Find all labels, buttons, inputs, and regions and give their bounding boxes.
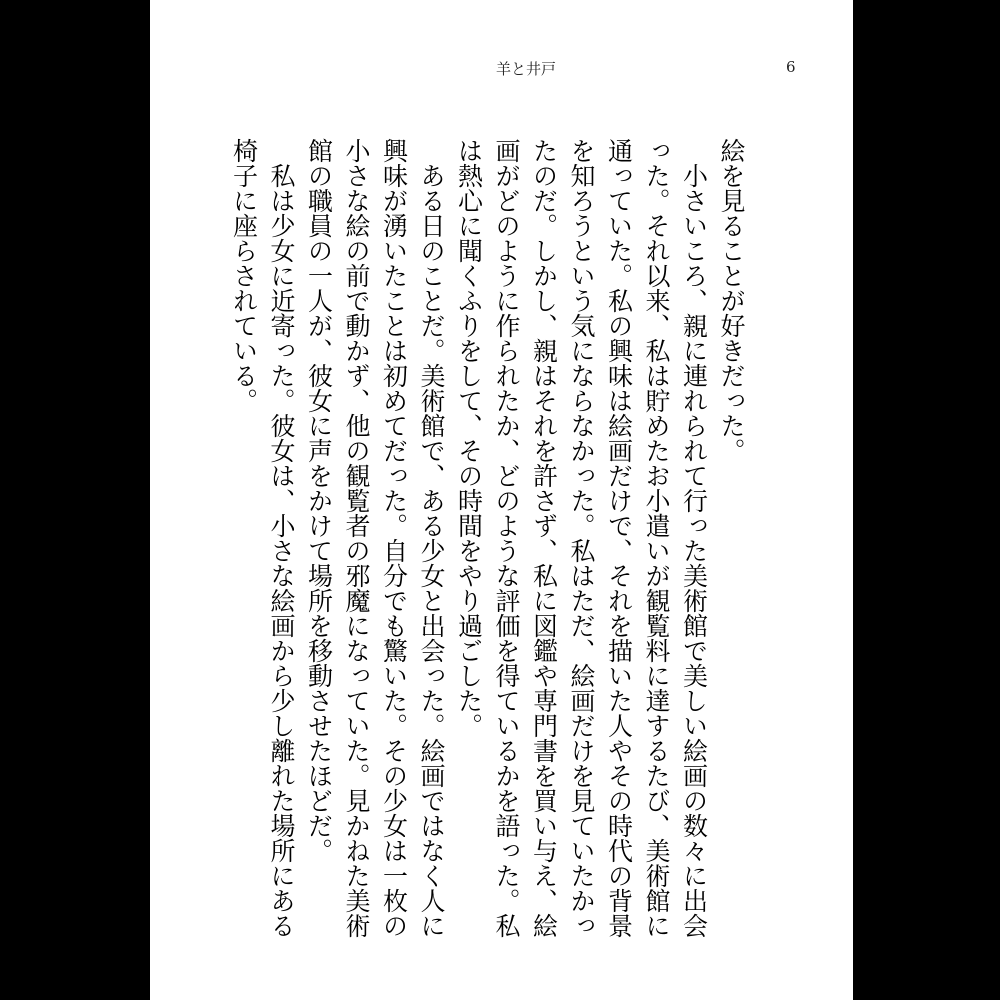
book-title: 羊と井戸 <box>496 60 557 78</box>
body-text <box>225 138 750 958</box>
paragraph: 絵を見ることが好きだった。 <box>717 138 746 463</box>
paragraph: 小さいころ、親に連れられて行った美術館で美しい絵画の数々に出会った。それ以来、私は貯めたお小遣いが観覧料に達するたび、美術館に通っていた。私の興味は絵画だけで、それを描いた人やその時代の背景を知ろうという気にならなかった。私はただ、絵画だけを見ていたかったのだ。しかし、親はそれを許さず、私に図鑑や専門書を買い与え、絵画がどのように作られたか、どのような評価を得ているかを語った。私は熱心に聞くふりをして、その時間をやり過ごした。 <box>454 138 709 938</box>
book-page <box>150 0 853 1000</box>
running-head <box>150 58 853 82</box>
page-number: 6 <box>786 58 796 76</box>
paragraph: ある日のことだ。美術館で、ある少女と出会った。絵画ではなく人に興味が湧いたことは初めてだった。自分でも驚いた。その少女は一枚の小さな絵の前で動かず、他の観覧者の邪魔になっていた。見かねた美術館の職員の一人が、彼女に声をかけて場所を移動させたほどだ。 <box>304 138 446 938</box>
paragraph: 私は少女に近寄った。彼女は、小さな絵画から少し離れた場所にある椅子に座らされている。 <box>229 138 296 938</box>
